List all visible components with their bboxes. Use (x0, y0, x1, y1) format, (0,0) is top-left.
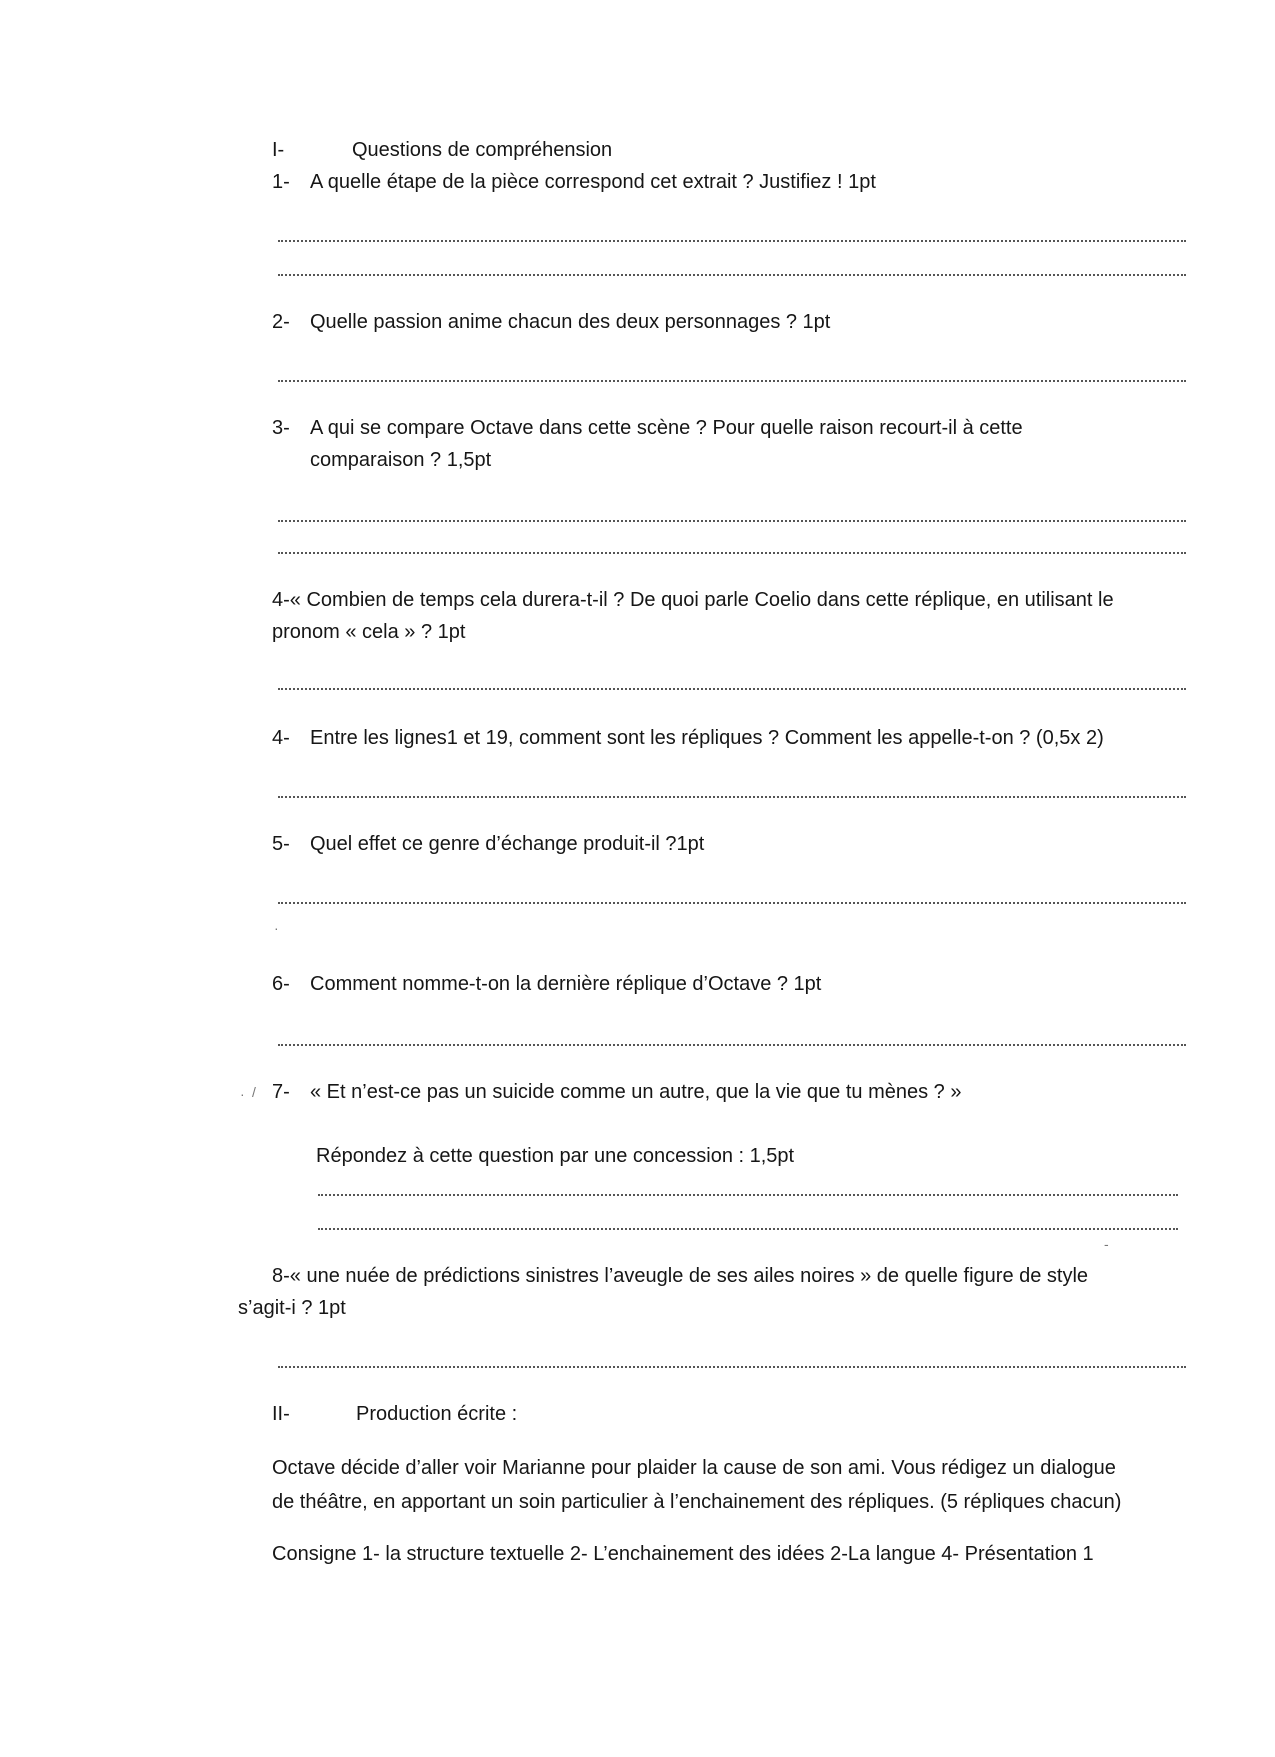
question-2-number: 2- (272, 311, 290, 333)
question-6-number: 6- (272, 973, 290, 995)
answer-line (278, 520, 1186, 522)
scan-speck: - (1104, 1236, 1109, 1252)
answer-line (278, 274, 1186, 276)
question-4b-number: 4- (272, 727, 290, 749)
answer-line (318, 1228, 1178, 1230)
question-7 (272, 1080, 961, 1104)
answer-line (278, 796, 1186, 798)
section2-number: II- (272, 1403, 290, 1425)
question-6 (272, 972, 821, 996)
question-3 (272, 416, 1023, 440)
question-8-line1: 8-« une nuée de prédictions sinistres l’aveugle de ses ailes noires » de quelle figure de style (272, 1265, 1089, 1287)
question-6-text: Comment nomme-t-on la dernière réplique d’Octave ? 1pt (310, 973, 822, 995)
question-8-line2: s’agit-i ? 1pt (238, 1297, 346, 1319)
question-7-text: « Et n’est-ce pas un suicide comme un autre, que la vie que tu mènes ? » (310, 1081, 962, 1103)
scan-speck: · (240, 1086, 245, 1102)
answer-line (278, 1366, 1186, 1368)
section2-consigne: Consigne 1- la structure textuelle 2- L’enchainement des idées 2-La langue 4- Présentation 1 (272, 1543, 1094, 1565)
scan-speck: · (274, 920, 279, 936)
question-2 (272, 310, 830, 334)
section1-number: I- (272, 139, 285, 161)
section2-heading (272, 1402, 517, 1426)
question-3-line2: comparaison ? 1,5pt (310, 449, 492, 471)
section1-title: Questions de compréhension (352, 139, 613, 161)
answer-line (318, 1194, 1178, 1196)
section2-paragraph-line2: de théâtre, en apportant un soin particulier à l’enchainement des répliques. (5 répliques chacun) (272, 1491, 1122, 1513)
scan-speck: / (252, 1084, 256, 1100)
answer-line (278, 902, 1186, 904)
question-3-number: 3- (272, 417, 290, 439)
section1-heading (272, 138, 612, 162)
question-1 (272, 170, 876, 194)
answer-line (278, 380, 1186, 382)
answer-line (278, 240, 1186, 242)
section2-title: Production écrite : (356, 1403, 518, 1425)
question-2-text: Quelle passion anime chacun des deux personnages ? 1pt (310, 311, 831, 333)
question-1-text: A quelle étape de la pièce correspond cet extrait ? Justifiez ! 1pt (310, 171, 876, 193)
question-5-text: Quel effet ce genre d’échange produit-il ?1pt (310, 833, 705, 855)
question-7-number: 7- (272, 1081, 290, 1103)
question-4b-text: Entre les lignes1 et 19, comment sont les répliques ? Comment les appelle-t-on ? (0,5x 2) (310, 727, 1104, 749)
answer-line (278, 1044, 1186, 1046)
section2-paragraph-line1: Octave décide d’aller voir Marianne pour plaider la cause de son ami. Vous rédigez un dialogue (272, 1457, 1116, 1479)
question-7-instruction: Répondez à cette question par une concession : 1,5pt (316, 1145, 795, 1167)
answer-line (278, 688, 1186, 690)
question-4b (272, 726, 1104, 750)
question-4a-line2: pronom « cela » ? 1pt (272, 621, 466, 643)
answer-line (278, 552, 1186, 554)
question-1-number: 1- (272, 171, 290, 193)
question-5 (272, 832, 704, 856)
question-5-number: 5- (272, 833, 290, 855)
question-3-line1: A qui se compare Octave dans cette scène ? Pour quelle raison recourt-il à cette (310, 417, 1023, 439)
question-4a-line1: 4-« Combien de temps cela durera-t-il ? De quoi parle Coelio dans cette réplique, en utilisant le (272, 589, 1114, 611)
